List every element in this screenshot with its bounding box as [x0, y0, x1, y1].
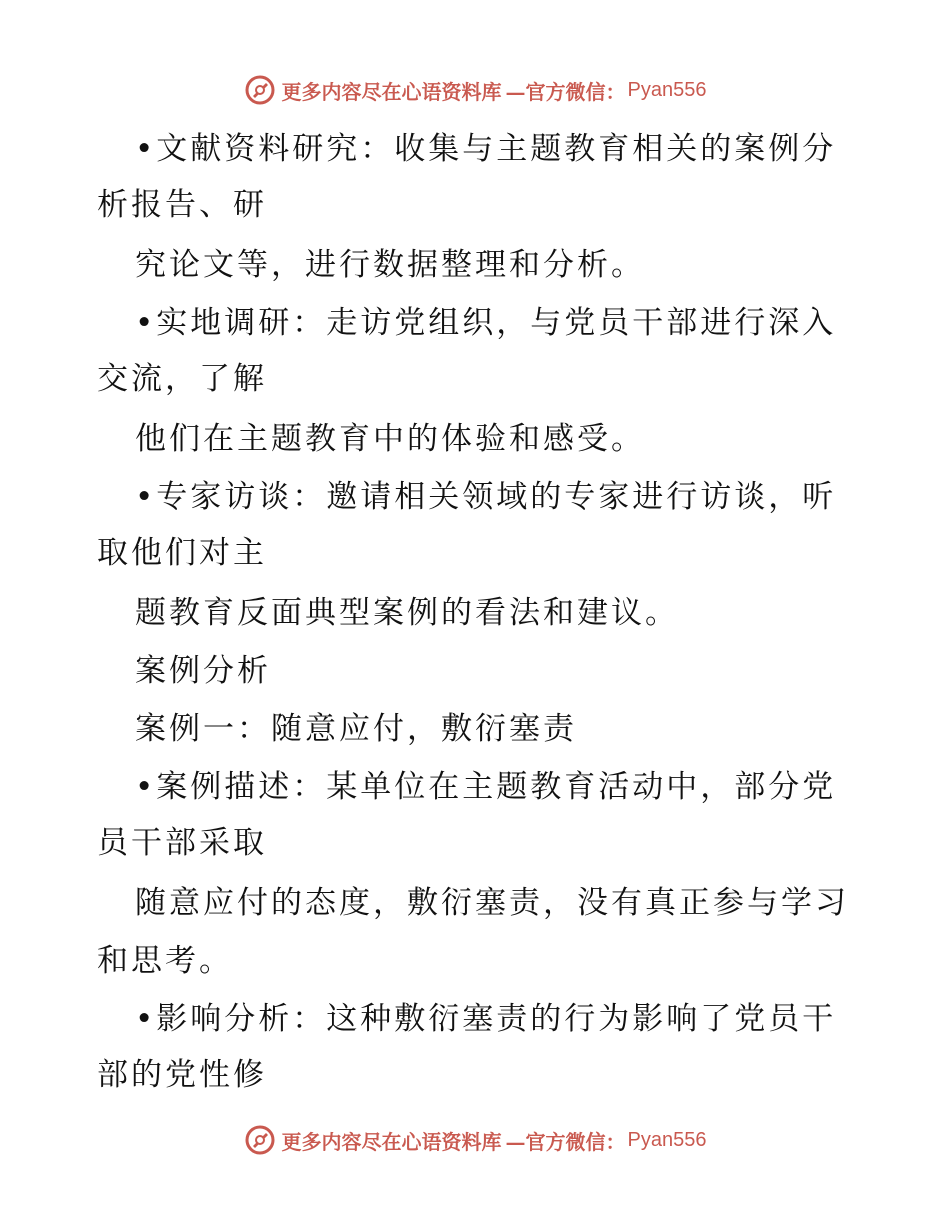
footer-brand-text: 更多内容尽在心语资料库 — [281, 1129, 502, 1154]
body-line: 他们在主题教育中的体验和感受。 — [135, 421, 645, 457]
body-line: •影响分析：这种敷衍塞责的行为影响了党员干 — [135, 1001, 837, 1037]
body-line: •案例描述：某单位在主题教育活动中，部分党 — [135, 769, 837, 805]
logo-icon — [244, 74, 276, 106]
footer-account: Pyan556 — [627, 1128, 707, 1151]
body-line: •专家访谈：邀请相关领域的专家进行访谈，听 — [135, 479, 837, 515]
header-account: Pyan556 — [627, 78, 707, 101]
body-line: 析报告、研 — [97, 187, 267, 223]
header-official-text: —官方微信： — [505, 79, 626, 104]
body-line: •实地调研：走访党组织，与党员干部进行深入 — [135, 305, 837, 341]
body-line: 和思考。 — [97, 943, 233, 979]
body-line: •文献资料研究：收集与主题教育相关的案例分 — [135, 131, 837, 167]
body-line: 随意应付的态度，敷衍塞责，没有真正参与学习 — [135, 885, 849, 921]
footer-official-text: —官方微信： — [505, 1129, 626, 1154]
body-line: 取他们对主 — [97, 535, 267, 571]
header-brand-text: 更多内容尽在心语资料库 — [281, 79, 502, 104]
body-line: 部的党性修 — [97, 1057, 267, 1093]
section-heading: 案例分析 — [135, 653, 271, 689]
body-line: 究论文等，进行数据整理和分析。 — [135, 247, 645, 283]
body-line: 题教育反面典型案例的看法和建议。 — [135, 595, 679, 631]
case-title: 案例一：随意应付，敷衍塞责 — [135, 711, 577, 747]
footer-watermark — [0, 1120, 950, 1160]
body-line: 员干部采取 — [97, 825, 267, 861]
body-line: 交流，了解 — [97, 361, 267, 397]
logo-icon — [244, 1124, 276, 1156]
header-watermark — [0, 70, 950, 110]
